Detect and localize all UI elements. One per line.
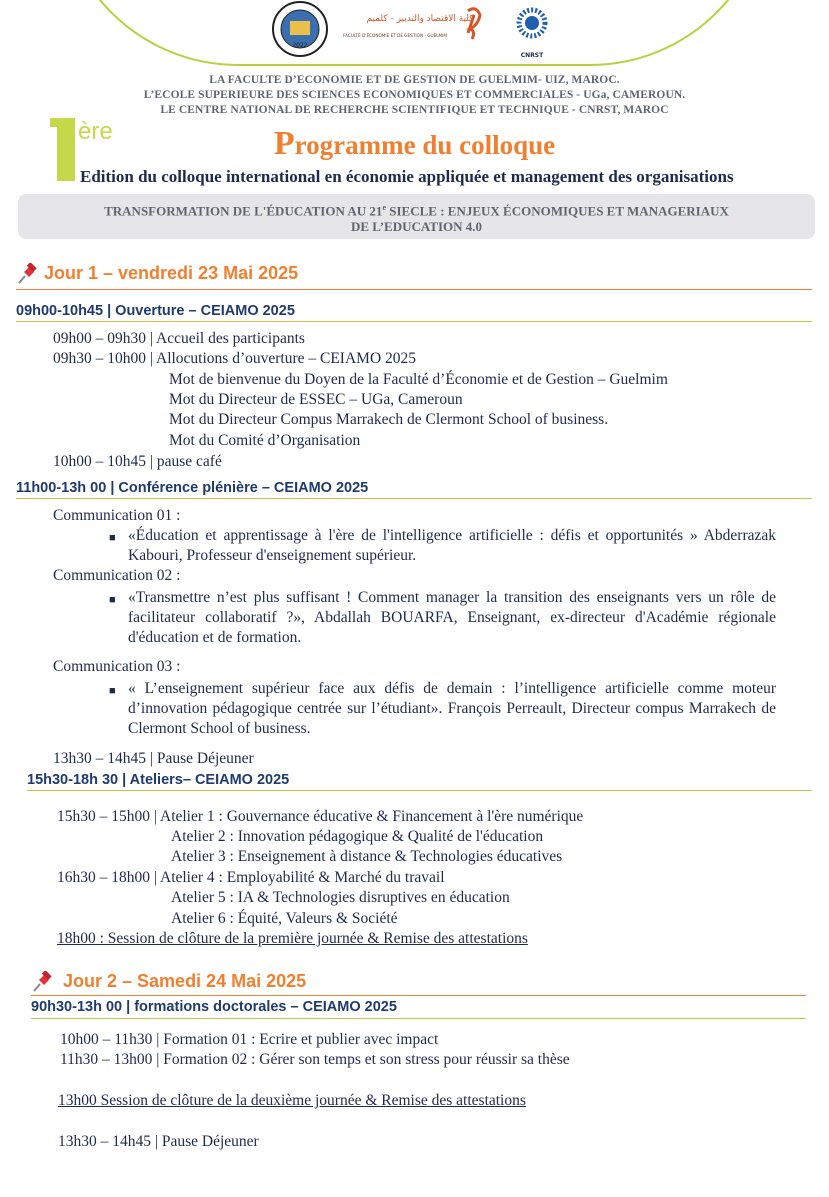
speech-item: Mot de bienvenue du Doyen de la Faculté d’Économie et de Gestion – Guelmim (169, 371, 668, 388)
communication-text: «Transmettre n’est plus suffisant ! Comment manager la transition des enseignants vers un rôle de facilitateur collaboratif ?», Abdallah BOUARFA, Enseignant, ex-directeur d'Académie régionale d'éducation et de formation. (128, 589, 776, 646)
schedule-item: 09h00 – 09h30 | Accueil des participants (53, 330, 305, 347)
institution-line-2: L’ECOLE SUPERIEURE DES SCIENCES ECONOMIQUES ET COMMERCIALES - UGa, CAMEROUN. (143, 89, 686, 101)
pushpin-icon (31, 971, 53, 993)
day2-title: Jour 2 – Samedi 24 Mai 2025 (63, 971, 307, 991)
section-divider (16, 498, 812, 499)
day1-section2-title: 11h00-13h 00 | Conférence plénière – CEIAMO 2025 (16, 480, 369, 496)
bullet-icon: ■ (109, 594, 116, 606)
closing-session: 13h00 Session de clôture de la deuxième journée & Remise des attestations (58, 1092, 526, 1109)
day1-divider (16, 289, 812, 290)
edition-suffix: ère (78, 118, 113, 145)
svg-text:2022: 2022 (292, 42, 308, 49)
faculty-logo (343, 9, 480, 39)
day1-section3-title: 15h30-18h 30 | Ateliers– CEIAMO 2025 (27, 772, 290, 788)
workshop-slot: 15h30 – 15h00 | Atelier 1 : Gouvernance éducative & Financement à l'ère numérique (57, 808, 584, 825)
communication-label: Communication 03 : (53, 658, 181, 675)
institution-line-3: LE CENTRE NATIONAL DE RECHERCHE SCIENTIFIQUE ET TECHNIQUE - CNRST, MAROC (160, 104, 669, 116)
partner-logos (270, 1, 560, 61)
day2-divider (31, 995, 806, 996)
section-divider (27, 790, 812, 791)
bullet-icon: ■ (109, 685, 116, 697)
svg-text:CNRST: CNRST (520, 52, 544, 59)
workshop-item: Atelier 5 : IA & Technologies disruptives en éducation (171, 889, 510, 906)
day2-section1-title: 90h30-13h 00 | formations doctorales – CEIAMO 2025 (31, 999, 397, 1015)
training-item: 10h00 – 11h30 | Formation 01 : Ecrire et publier avec impact (60, 1031, 439, 1048)
theme-banner: TRANSFORMATION DE L'ÉDUCATION AU 21e SIECLE : ENJEUX ÉCONOMIQUES ET MANAGERIAUX DE L’EDUCATION 4.0 (18, 194, 815, 239)
schedule-item: 09h30 – 10h00 | Allocutions d’ouverture – CEIAMO 2025 (53, 350, 417, 367)
institution-line-1: LA FACULTE D’ECONOMIE ET DE GESTION DE GUELMIM- UIZ, MAROC. (209, 74, 620, 86)
communication-text: «Éducation et apprentissage à l'ère de l'intelligence artificielle : défis et opportunités » Abderrazak Kabouri, Professeur d'enseignement supérieur. (128, 527, 776, 564)
page-title: Programme du colloque (273, 125, 556, 162)
training-item: 11h30 – 13h00 | Formation 02 : Gérer son temps et son stress pour réussir sa thèse (60, 1051, 570, 1068)
day1-title: Jour 1 – vendredi 23 Mai 2025 (44, 263, 299, 283)
section-divider (16, 321, 812, 322)
speech-item: Mot du Directeur Compus Marrakech de Clermont School of business. (169, 411, 609, 428)
workshop-slot: 16h30 – 18h00 | Atelier 4 : Employabilité & Marché du travail (57, 869, 445, 886)
bullet-icon: ■ (109, 532, 116, 544)
communication-text: « L’enseignement supérieur face aux défis de demain : l’intelligence artificielle comme moteur d’innovation pédagogique centrée sur l’étudiant». François Perreault, Directeur compus Marrakech de Clermont School of business. (128, 680, 776, 737)
svg-text:كلية الاقتصاد والتدبير - كلميم: كلية الاقتصاد والتدبير - كلميم (366, 14, 474, 24)
schedule-item: 13h30 – 14h45 | Pause Déjeuner (58, 1133, 259, 1150)
day1-section1-title: 09h00-10h45 | Ouverture – CEIAMO 2025 (16, 303, 295, 319)
workshop-item: Atelier 6 : Équité, Valeurs & Société (171, 910, 398, 927)
workshop-item: Atelier 3 : Enseignement à distance & Technologies éducatives (171, 848, 563, 865)
pushpin-icon (16, 263, 38, 285)
cnrst-logo (519, 10, 545, 59)
communication-label: Communication 01 : (53, 507, 181, 524)
svg-text:FACULTÉ D'ÉCONOMIE ET DE GESTI: FACULTÉ D'ÉCONOMIE ET DE GESTION - GUELMIM (342, 33, 448, 38)
schedule-item: 13h30 – 14h45 | Pause Déjeuner (53, 750, 254, 767)
speech-item: Mot du Directeur de ESSEC – UGa, Cameroun (169, 391, 463, 408)
edition-subtitle: Edition du colloque international en économie appliquée et management des organisations (80, 167, 734, 186)
speech-item: Mot du Comité d’Organisation (169, 432, 361, 449)
workshop-item: Atelier 2 : Innovation pédagogique & Qualité de l'éducation (171, 828, 544, 845)
closing-session: 18h00 : Session de clôture de la première journée & Remise des attestations (57, 930, 528, 947)
university-seal-logo (273, 2, 327, 56)
communication-label: Communication 02 : (53, 567, 181, 584)
section-divider (31, 1018, 806, 1019)
schedule-item: 10h00 – 10h45 | pause café (53, 453, 222, 470)
